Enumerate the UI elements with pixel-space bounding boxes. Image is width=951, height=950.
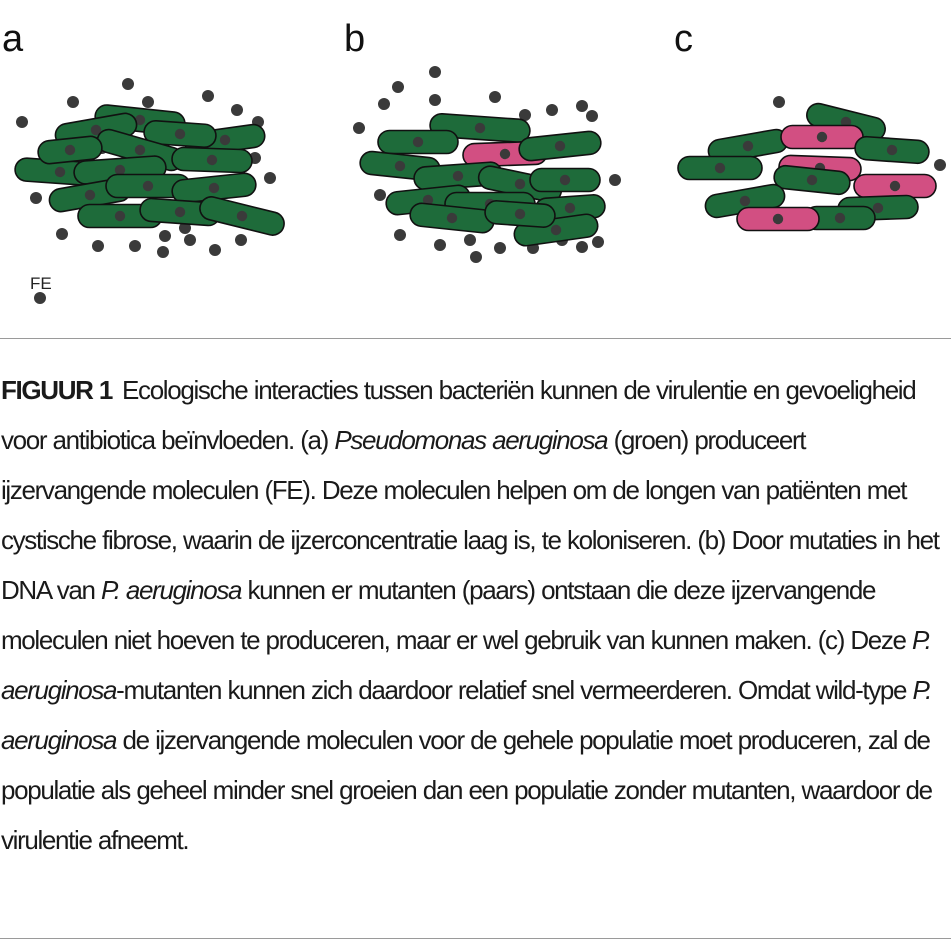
- iron-molecule-b: [434, 239, 446, 251]
- iron-molecule-a: [264, 172, 276, 184]
- panel-label-a: a: [2, 18, 24, 60]
- iron-molecule-b: [592, 236, 604, 248]
- caption-segment: de ijzervangende moleculen voor de gehele populatie moet produceren, zal de populatie als geheel minder snel groeien dan een populatie zonder mutanten, waardoor de virulentie afneemt.: [1, 725, 932, 855]
- figure-number: FIGUUR 1: [1, 375, 113, 405]
- iron-molecule-a: [209, 244, 221, 256]
- iron-molecule-b: [576, 241, 588, 253]
- iron-molecule-a: [159, 230, 171, 242]
- iron-molecule-a: [30, 192, 42, 204]
- mutant-bacterium-c: [854, 175, 936, 198]
- caption-segment: -mutanten kunnen zich daardoor relatief snel vermeerderen. Omdat wild-type: [116, 675, 913, 705]
- mutant-bacterium-c: [781, 126, 863, 149]
- iron-molecule-b: [546, 104, 558, 116]
- caption-segment: Ecologische interacties tussen bacteriën kunnen de virulentie en gevoeligheid voor antibiotica beïnvloeden. (a): [1, 375, 916, 455]
- wild-type-bacterium-a: [197, 194, 286, 237]
- iron-molecule-b: [378, 98, 390, 110]
- iron-molecule-b: [374, 189, 386, 201]
- mutant-bacterium-c: [737, 208, 819, 231]
- iron-molecule-a: [235, 234, 247, 246]
- wild-type-bacterium-b: [378, 131, 458, 154]
- caption-segment: kunnen er mutanten (paars) ontstaan die deze ijzervangende moleculen niet hoeven te produceren, maar er wel gebruik van kunnen maken. (c) Deze: [1, 575, 913, 655]
- iron-molecule-b: [429, 66, 441, 78]
- iron-molecule-b: [353, 122, 365, 134]
- iron-molecule-a: [122, 78, 134, 90]
- iron-molecule-c: [773, 96, 785, 108]
- iron-molecule-b: [489, 91, 501, 103]
- figure: [0, 0, 951, 338]
- iron-molecule-b: [392, 81, 404, 93]
- bacteria-illustration: [0, 0, 951, 338]
- iron-molecule-b: [464, 234, 476, 246]
- wild-type-bacterium-b: [484, 200, 555, 228]
- caption-segment-italic: Pseudomonas aeruginosa: [334, 425, 608, 455]
- iron-molecule-b: [609, 174, 621, 186]
- iron-molecule-b: [576, 100, 588, 112]
- iron-molecule-a: [231, 104, 243, 116]
- top-divider: [0, 338, 951, 339]
- wild-type-bacterium-c: [854, 136, 929, 164]
- iron-molecule-a: [202, 90, 214, 102]
- caption-segment-italic: P. aeruginosa: [1, 675, 932, 755]
- iron-molecule-a: [56, 228, 68, 240]
- iron-molecule-a: [16, 116, 28, 128]
- wild-type-bacterium-c: [678, 157, 762, 180]
- iron-molecule-a: [92, 240, 104, 252]
- iron-molecule-a: [67, 96, 79, 108]
- caption-segment-italic: P. aeruginosa: [101, 575, 242, 605]
- iron-molecule-b: [429, 94, 441, 106]
- iron-molecule-b: [394, 229, 406, 241]
- iron-molecule-b: [586, 110, 598, 122]
- iron-molecule-a: [157, 246, 169, 258]
- panel-label-b: b: [344, 18, 366, 60]
- iron-molecule-a: [184, 234, 196, 246]
- wild-type-bacterium-a: [172, 147, 253, 173]
- iron-molecule-a: [129, 240, 141, 252]
- iron-molecule-c: [934, 159, 946, 171]
- wild-type-bacterium-b: [518, 130, 602, 161]
- bottom-divider: [0, 938, 951, 939]
- caption-segment: (groen) produceert ijzervangende moleculen (FE). Deze moleculen helpen om de longen van patiënten met cystische fibrose, waarin de ijzerconcentratie laag is, te koloniseren. (b) Door mutaties in het DNA van: [1, 425, 939, 605]
- caption-segment-italic: P. aeruginosa: [1, 625, 931, 705]
- panel-label-c: c: [674, 18, 693, 60]
- iron-molecule-a: [142, 96, 154, 108]
- wild-type-bacterium-b: [530, 169, 600, 192]
- figure-caption: [1, 365, 951, 865]
- iron-molecule-b: [494, 242, 506, 254]
- iron-molecule-b: [470, 251, 482, 263]
- fe-label: FE: [30, 274, 52, 293]
